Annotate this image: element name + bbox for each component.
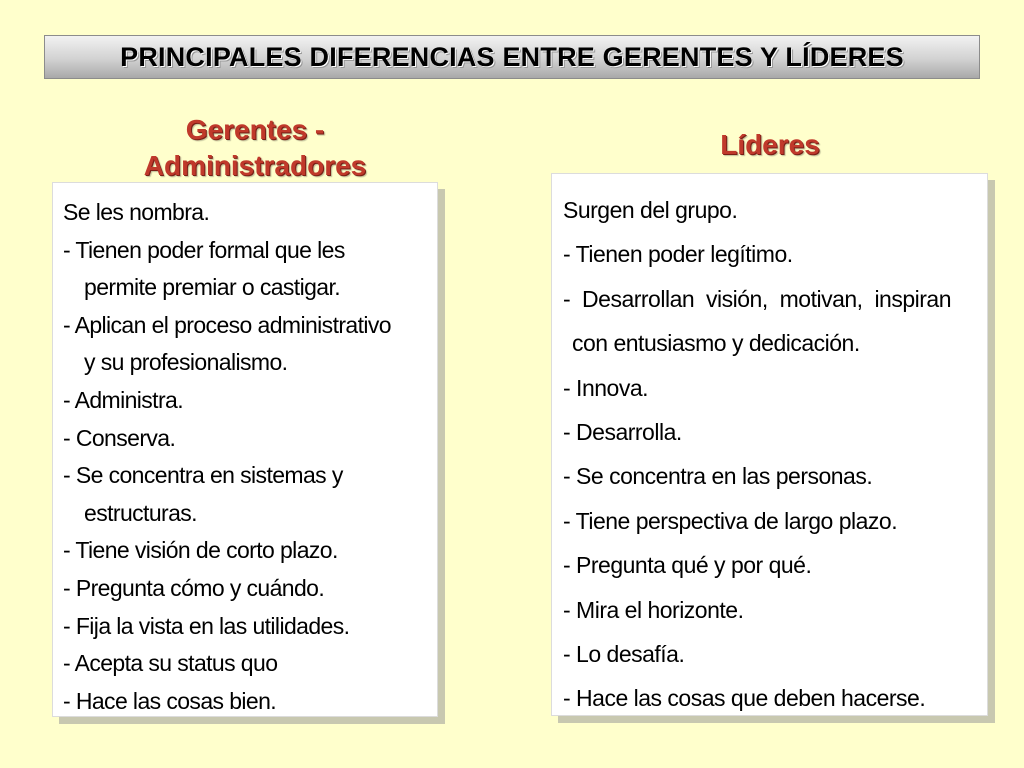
lideres-item: - Se concentra en las personas. bbox=[563, 463, 873, 490]
gerentes-item: - Pregunta cómo y cuándo. bbox=[63, 574, 325, 601]
gerentes-item-continuation: y su profesionalismo. bbox=[84, 349, 288, 376]
heading-gerentes bbox=[70, 112, 440, 184]
gerentes-item: - Tienen poder formal que les bbox=[63, 236, 345, 263]
gerentes-item: - Fija la vista en las utilidades. bbox=[63, 612, 350, 639]
gerentes-item-continuation: permite premiar o castigar. bbox=[84, 274, 341, 301]
gerentes-item: - Hace las cosas bien. bbox=[63, 687, 277, 714]
lideres-item: - Tiene perspectiva de largo plazo. bbox=[563, 507, 898, 534]
gerentes-item: - Tiene visión de corto plazo. bbox=[63, 537, 338, 564]
lideres-item: Surgen del grupo. bbox=[563, 197, 738, 223]
slide-title: PRINCIPALES DIFERENCIAS ENTRE GERENTES Y LÍDERES bbox=[120, 41, 904, 72]
gerentes-item: - Acepta su status quo bbox=[63, 650, 278, 677]
gerentes-item: - Aplican el proceso administrativo bbox=[63, 311, 391, 338]
gerentes-item-continuation: estructuras. bbox=[84, 499, 197, 526]
lideres-item: - Mira el horizonte. bbox=[563, 596, 744, 623]
title-banner bbox=[44, 35, 980, 79]
gerentes-item: Se les nombra. bbox=[63, 199, 210, 225]
lideres-item: - Desarrollan visión, motivan, inspiran bbox=[563, 285, 951, 312]
lideres-item: - Hace las cosas que deben hacerse. bbox=[563, 685, 926, 712]
gerentes-item: - Se concentra en sistemas y bbox=[63, 462, 343, 489]
lideres-item: - Desarrolla. bbox=[563, 419, 682, 446]
gerentes-item: - Conserva. bbox=[63, 424, 176, 451]
lideres-item: - Innova. bbox=[563, 374, 648, 401]
lideres-item-continuation: con entusiasmo y dedicación. bbox=[572, 330, 860, 357]
gerentes-item: - Administra. bbox=[63, 386, 184, 413]
heading-gerentes-line2: Administradores bbox=[143, 150, 367, 181]
heading-lideres: Líderes bbox=[720, 129, 820, 160]
lideres-item: - Lo desafía. bbox=[563, 641, 685, 668]
lideres-item: - Tienen poder legítimo. bbox=[563, 241, 793, 268]
gerentes-list-box bbox=[52, 182, 438, 717]
lideres-item: - Pregunta qué y por qué. bbox=[563, 552, 812, 579]
lideres-list-box bbox=[551, 173, 988, 716]
heading-gerentes-line1: Gerentes - bbox=[185, 114, 325, 145]
